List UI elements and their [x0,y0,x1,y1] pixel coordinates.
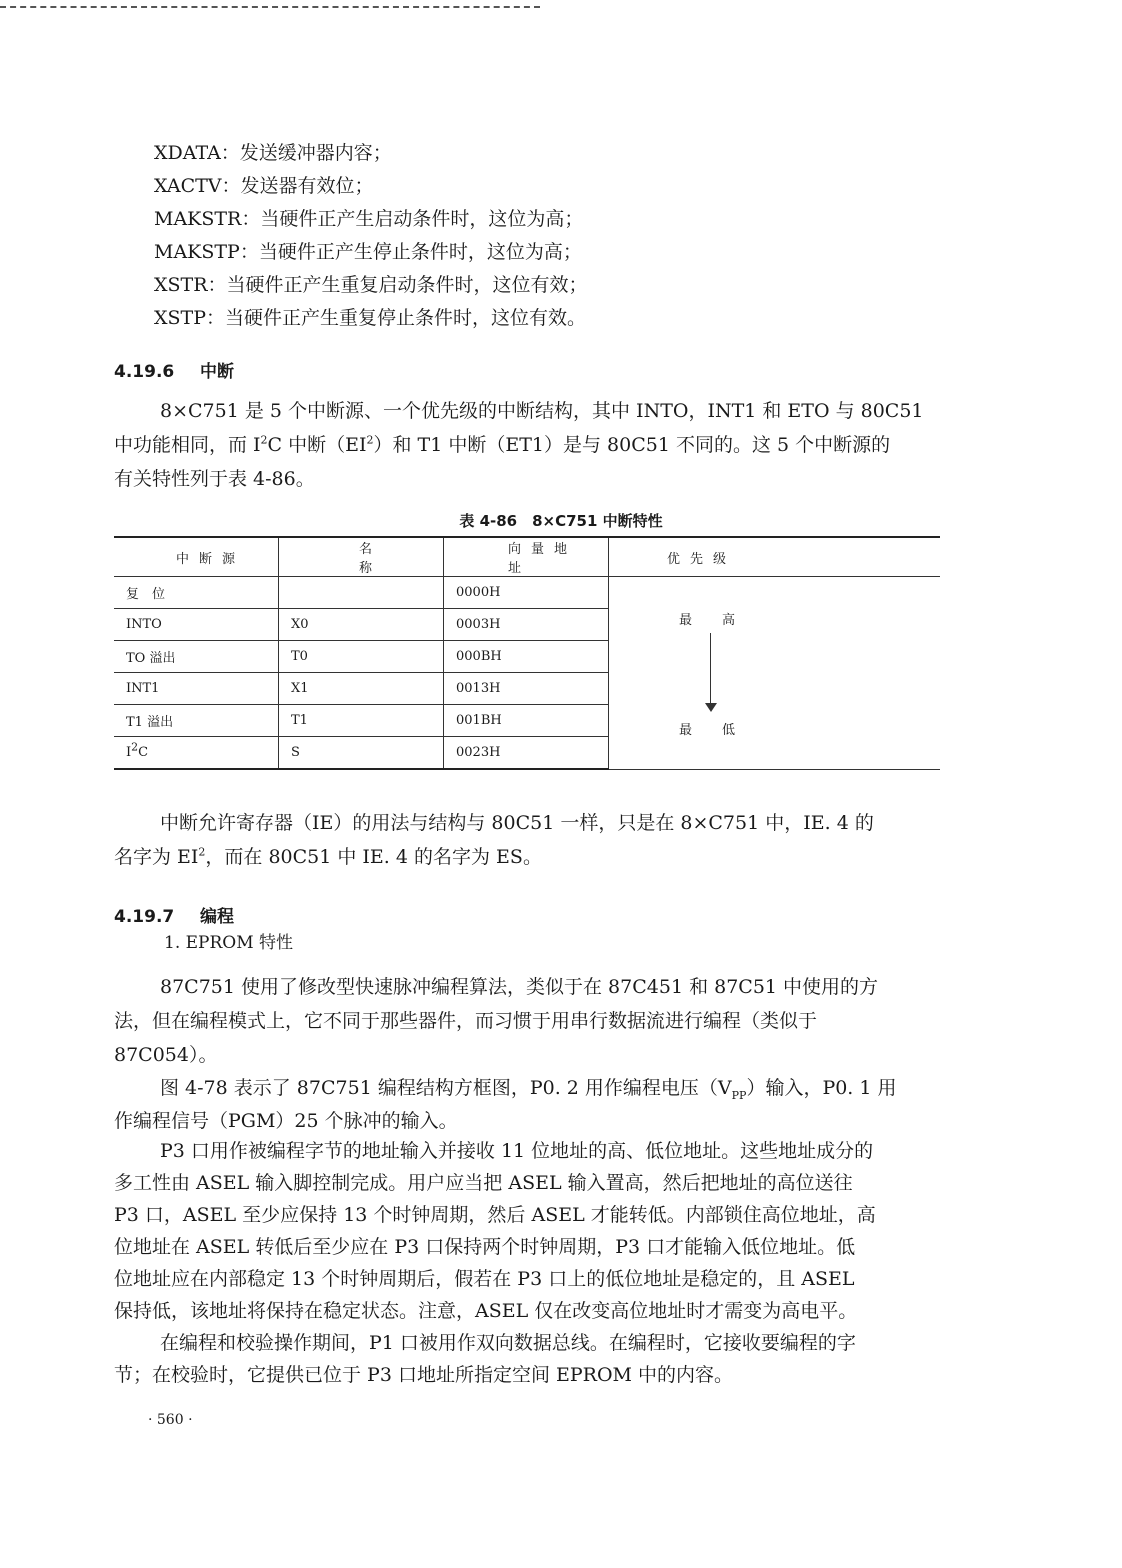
paragraph-line: 在编程和校验操作期间，P1 口被用作双向数据总线。在编程时，它接收要编程的字 [160,1332,856,1354]
paragraph-line: 节；在校验时，它提供已位于 P3 口地址所指定空间 EPROM 中的内容。 [114,1364,734,1386]
priority-arrow-icon [710,633,711,705]
section-title: 编程 [200,907,234,927]
paragraph-line: 87C751 使用了修改型快速脉冲编程算法，类似于在 87C451 和 87C51 中使用的方 [160,976,879,998]
definition-line: XDATA：发送缓冲器内容； [154,142,392,164]
section-heading-interrupt [114,357,234,382]
paragraph-line: 中断允许寄存器（IE）的用法与结构与 80C51 一样，只是在 8×C751 中，IE. 4 的 [160,812,874,834]
paragraph-line: 位地址在 ASEL 转低后至少应在 P3 口保持两个时钟周期，P3 口才能输入低位地址。低 [114,1236,856,1258]
definition-line: XACTV：发送器有效位； [154,175,374,197]
priority-high-label: 最高 [679,613,766,628]
cell-vector: 0013H [444,673,609,705]
header-vector: 向量地址 [444,537,609,577]
cell-priority [609,577,941,770]
header-priority: 优先级 [609,537,941,577]
priority-low-label: 最低 [679,723,766,738]
cell-name: X1 [279,673,444,705]
cell-name: T1 [279,705,444,737]
paragraph-line: 保持低，该地址将保持在稳定状态。注意，ASEL 仅在改变高位地址时才需变为高电平。 [114,1300,858,1322]
definition-line: MAKSTR：当硬件正产生启动条件时，这位为高； [154,208,584,230]
paragraph-line: 8×C751 是 5 个中断源、一个优先级的中断结构，其中 INTO，INT1 和 ETO 与 80C51 [160,400,924,422]
paragraph-line: 87C054）。 [114,1044,218,1066]
arrow-down-icon [705,703,717,712]
definition-line: XSTP：当硬件正产生重复停止条件时，这位有效。 [154,307,587,329]
paragraph-line: P3 口用作被编程字节的地址输入并接收 11 位地址的高、低位地址。这些地址成分的 [160,1140,874,1162]
cell-name [279,577,444,609]
table-header-row [114,537,940,577]
cell-vector: 0023H [444,737,609,770]
section-number: 4.19.6 [114,362,175,382]
cell-source: $I^2C$ [114,737,279,770]
section-title: 中断 [200,362,234,382]
cell-vector: 001BH [444,705,609,737]
header-source: 中断源 [114,537,279,577]
table-title: 表 4-86 8×C751 中断特性 [459,512,663,530]
definition-line: MAKSTP：当硬件正产生停止条件时，这位为高； [154,241,582,263]
table-row [114,577,940,609]
header-name: 名称 [279,537,444,577]
paragraph-line: 名字为 $EI^2$，而在 80C51 中 IE. 4 的名字为 ES。 [114,845,542,868]
paragraph-line: 有关特性列于表 4-86。 [114,468,315,490]
page-number: · 560 · [148,1412,193,1428]
cell-source: INTO [114,609,279,641]
cell-source: 复 位 [114,577,279,609]
cell-vector: 000BH [444,641,609,673]
section-heading-programming [114,902,234,927]
cell-source: TO 溢出 [114,641,279,673]
paragraph-line: P3 口，ASEL 至少应保持 13 个时钟周期，然后 ASEL 才能转低。内部锁住高位地址，高 [114,1204,876,1226]
paragraph-line: 多工性由 ASEL 输入脚控制完成。用户应当把 ASEL 输入置高，然后把地址的高位送往 [114,1172,853,1194]
paragraph-line: 作编程信号（PGM）25 个脉冲的输入。 [114,1110,458,1132]
cell-name: X0 [279,609,444,641]
cell-vector: 0000H [444,577,609,609]
paragraph-line: 中功能相同，而 $I^2C$ 中断$(EI^2)$和 T1 中断（ET1）是与 80C51 不同的。这 5 个中断源的 [114,433,891,456]
definition-line: XSTR：当硬件正产生重复启动条件时，这位有效； [154,274,588,296]
cell-source: T1 溢出 [114,705,279,737]
paragraph-line: 位地址应在内部稳定 13 个时钟周期后，假若在 P3 口上的低位地址是稳定的，且 ASEL [114,1268,855,1290]
cell-vector: 0003H [444,609,609,641]
cell-source: INT1 [114,673,279,705]
interrupt-table [114,536,940,770]
paragraph-line: 图 4-78 表示了 87C751 编程结构方框图，P0. 2 用作编程电压$(V_{PP})$输入，P0. 1 用 [160,1077,897,1102]
cell-name: T0 [279,641,444,673]
top-dashed-rule [0,6,540,8]
paragraph-line: 法，但在编程模式上，它不同于那些器件，而习惯于用串行数据流进行编程（类似于 [114,1010,818,1032]
section-number: 4.19.7 [114,907,175,927]
cell-name: S [279,737,444,770]
subsection-title: 1. EPROM 特性 [164,933,294,953]
